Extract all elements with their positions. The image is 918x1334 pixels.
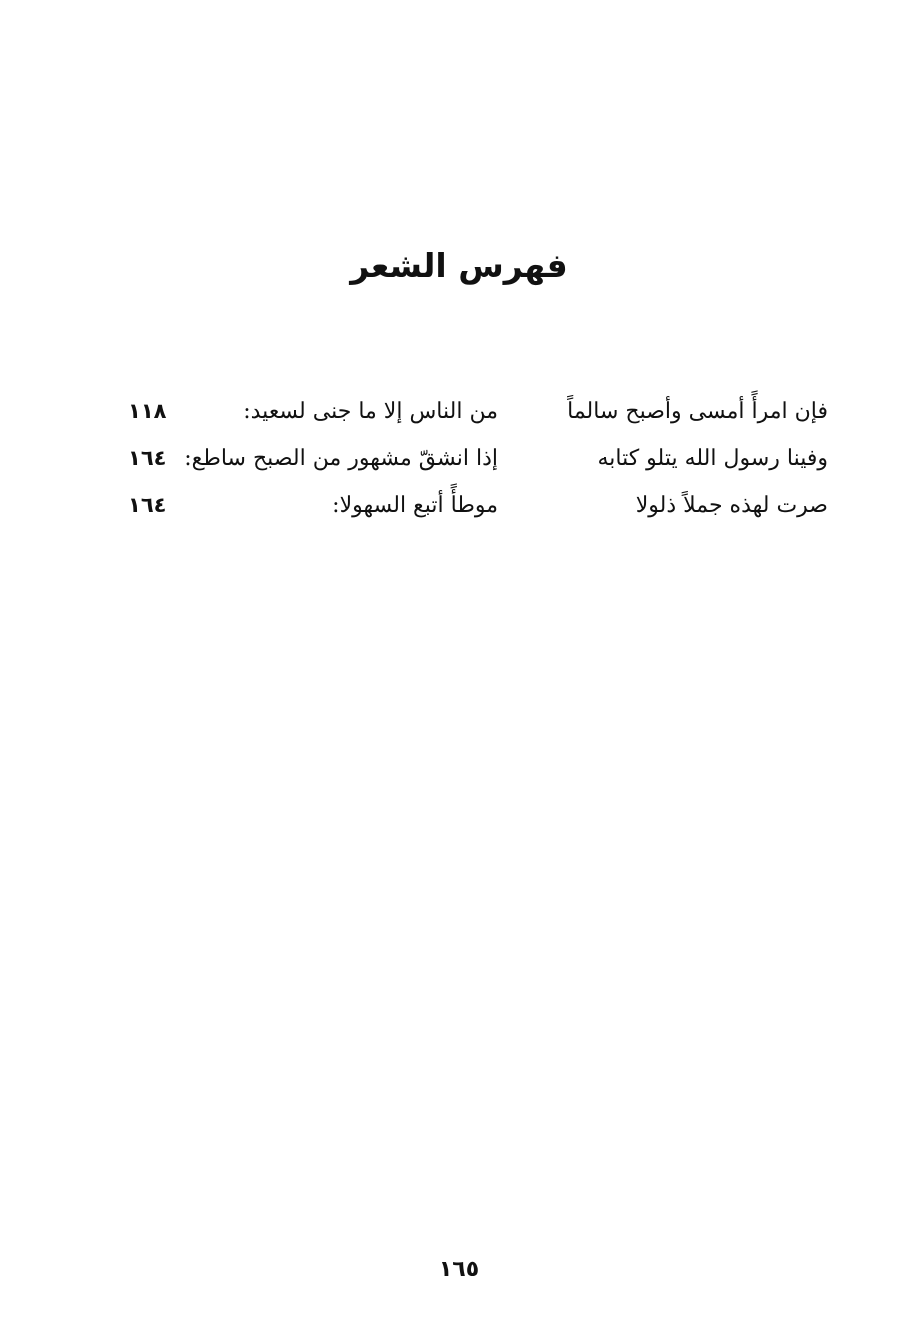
verse-second-hemistich: إذا انشقّ مشهور من الصبح ساطع: (184, 446, 498, 471)
page-title: فهرس الشعر (350, 246, 568, 285)
verse-first-hemistich: فإن امرأً أمسى وأصبح سالماً (567, 399, 828, 424)
verse-row (128, 482, 828, 529)
verse-second-hemistich: موطأً أتبع السهولا: (332, 493, 498, 518)
verse-first-hemistich: صرت لهذه جملاً ذلولا (635, 493, 828, 518)
verse-page-reference: ١٦٤ (128, 446, 167, 470)
verse-second-hemistich: من الناس إلا ما جنى لسعيد: (243, 399, 498, 424)
page-number: ١٦٥ (438, 1257, 480, 1282)
verse-row (128, 435, 828, 482)
verse-page-reference: ١٦٤ (128, 493, 167, 517)
verse-first-hemistich: وفينا رسول الله يتلو كتابه (597, 446, 828, 471)
poetry-index-list (128, 388, 828, 529)
verse-page-reference: ١١٨ (128, 399, 167, 423)
verse-row (128, 388, 828, 435)
